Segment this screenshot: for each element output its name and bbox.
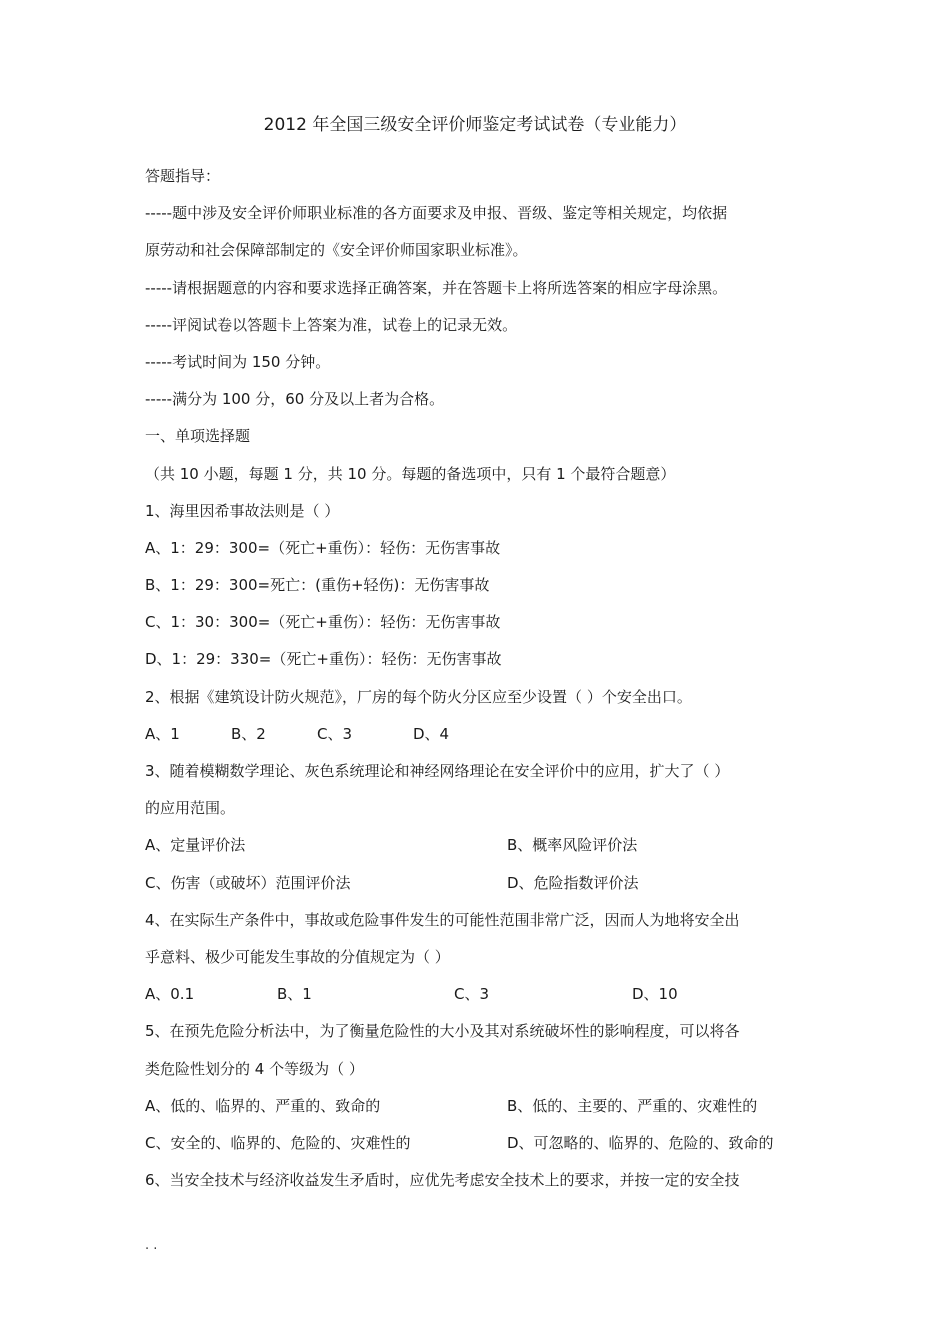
question-2-stem: 2、根据《建筑设计防火规范》，厂房的每个防火分区应至少设置（ ）个安全出口。	[145, 687, 692, 706]
question-1-stem: 1、海里因希事故法则是（ ）	[145, 501, 340, 520]
question-1-option-c: C、1：30：300=（死亡+重伤）：轻伤：无伤害事故	[145, 613, 501, 632]
guide-line: -----题中涉及安全评价师职业标准的各方面要求及申报、晋级、鉴定等相关规定，均依据	[145, 204, 728, 223]
question-3-option-c: C、伤害（或破坏）范围评价法	[145, 873, 351, 892]
guide-line: -----评阅试卷以答题卡上答案为准，试卷上的记录无效。	[145, 315, 518, 334]
question-5-option-c: C、安全的、临界的、危险的、灾难性的	[145, 1133, 411, 1152]
document-body	[145, 158, 815, 1199]
question-3-option-b: B、概率风险评价法	[507, 836, 638, 855]
question-5-options-row-1	[145, 1088, 815, 1125]
question-3-option-a: A、定量评价法	[145, 836, 246, 855]
guide-line: -----满分为 100 分，60 分及以上者为合格。	[145, 390, 445, 409]
question-5-stem-continued: 类危险性划分的 4 个等级为（ ）	[145, 1059, 364, 1078]
question-5-option-a: A、低的、临界的、严重的、致命的	[145, 1096, 381, 1115]
question-4-option-c: C、3	[454, 985, 490, 1004]
question-2-option-c: C、3	[317, 724, 353, 743]
question-5-option-b: B、低的、主要的、严重的、灾难性的	[507, 1096, 758, 1115]
question-5-options-row-2	[145, 1125, 815, 1162]
question-2-option-d: D、4	[413, 724, 450, 743]
page-footer-mark: . .	[145, 1238, 158, 1253]
question-1-option-b: B、1：29：300=死亡：(重伤+轻伤)：无伤害事故	[145, 576, 490, 595]
guide-line: -----考试时间为 150 分钟。	[145, 352, 331, 371]
section-note: （共 10 小题，每题 1 分，共 10 分。每题的备选项中，只有 1 个最符合题意）	[145, 464, 676, 483]
question-3-option-d: D、危险指数评价法	[507, 873, 639, 892]
question-5-stem: 5、在预先危险分析法中，为了衡量危险性的大小及其对系统破坏性的影响程度，可以将各	[145, 1022, 740, 1041]
page-title: 2012 年全国三级安全评价师鉴定考试试卷（专业能力）	[263, 115, 687, 135]
question-3-stem-continued: 的应用范围。	[145, 799, 236, 818]
question-1-option-a: A、1：29：300=（死亡+重伤）：轻伤：无伤害事故	[145, 538, 501, 557]
question-2-options	[145, 716, 815, 753]
question-4-stem-continued: 乎意料、极少可能发生事故的分值规定为（ ）	[145, 947, 450, 966]
question-2-option-a: A、1	[145, 724, 180, 743]
question-4-option-d: D、10	[632, 985, 678, 1004]
guide-line: -----请根据题意的内容和要求选择正确答案，并在答题卡上将所选答案的相应字母涂黑。	[145, 278, 728, 297]
guide-heading: 答题指导：	[145, 167, 221, 185]
section-heading: 一、单项选择题	[145, 427, 251, 446]
question-5-option-d: D、可忽略的、临界的、危险的、致命的	[507, 1133, 774, 1152]
question-4-option-b: B、1	[277, 985, 312, 1004]
guide-line: 原劳动和社会保障部制定的《安全评价师国家职业标准》。	[145, 241, 528, 260]
question-4-option-a: A、0.1	[145, 985, 195, 1004]
question-4-options	[145, 976, 815, 1013]
question-2-option-b: B、2	[231, 724, 266, 743]
question-3-stem: 3、随着模糊数学理论、灰色系统理论和神经网络理论在安全评价中的应用，扩大了（ ）	[145, 762, 730, 780]
question-3-options-row-2	[145, 865, 815, 902]
question-1-option-d: D、1：29：330=（死亡+重伤）：轻伤：无伤害事故	[145, 650, 502, 669]
question-4-stem: 4、在实际生产条件中，事故或危险事件发生的可能性范围非常广泛，因而人为地将安全出	[145, 910, 740, 929]
question-3-options-row-1	[145, 827, 815, 864]
question-6-stem: 6、当安全技术与经济收益发生矛盾时，应优先考虑安全技术上的要求，并按一定的安全技	[145, 1171, 740, 1190]
